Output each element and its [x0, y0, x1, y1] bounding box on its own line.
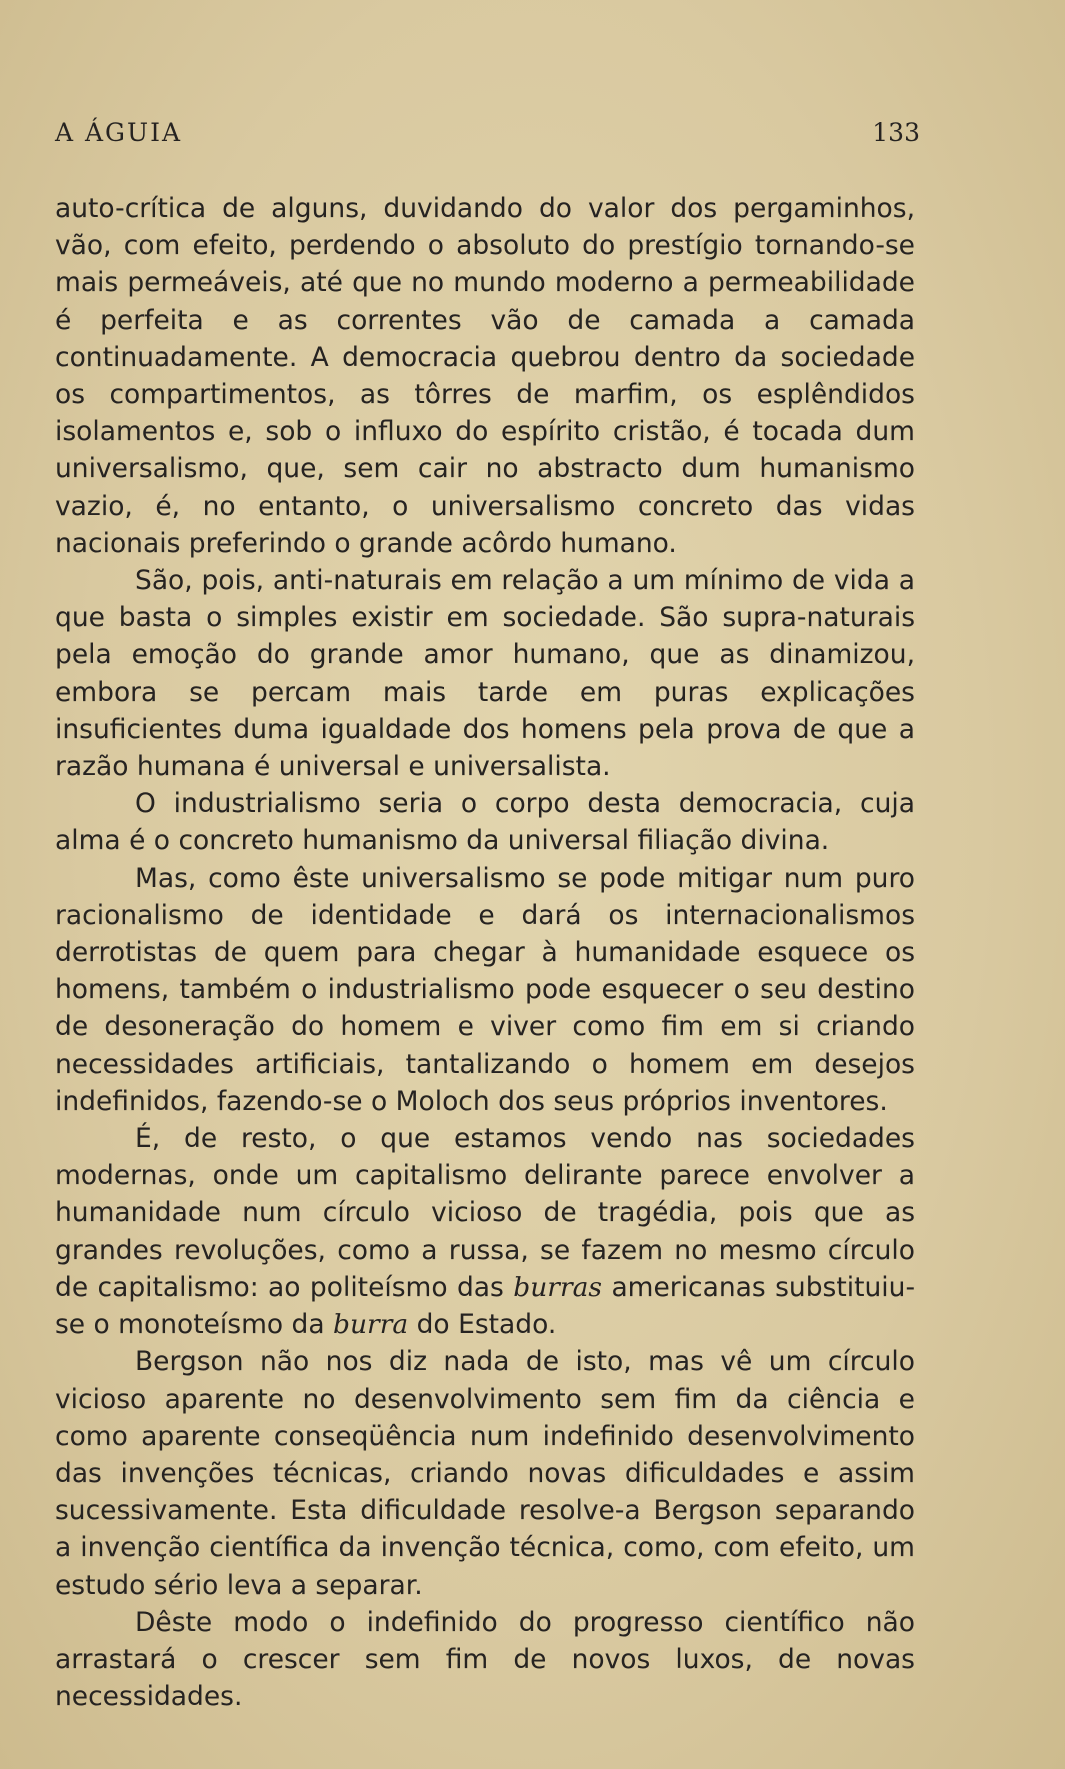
running-title: A ÁGUIA: [55, 118, 183, 147]
italic-word-burra: burra: [333, 1309, 409, 1341]
running-head: [55, 118, 920, 158]
page-number: 133: [872, 118, 920, 147]
paragraph-5-part-3: do Estado.: [408, 1309, 557, 1341]
paragraph-2: São, pois, anti-naturais em relação a um mínimo de vida a que basta o simples existir em sociedade. São supra-naturais pela emoção do grande amor humano, que as dinamizou, embora se percam mais tarde em puras explicações insuficientes duma igualdade dos homens pela prova de que a razão humana é universal e universalista.: [55, 565, 915, 783]
paragraph-3: O industrialismo seria o corpo desta democracia, cuja alma é o concreto humanismo da universal filiação divina.: [55, 788, 915, 857]
paragraph-5-part-1: É, de resto, o que estamos vendo nas sociedades modernas, onde um capitalismo delirante parece envolver a humanidade num círculo vicioso de tragédia, pois que as grandes revoluções, como a russa, se fazem no mesmo círculo de capitalismo: ao politeísmo das: [55, 1123, 915, 1303]
italic-word-burras: burras: [513, 1271, 603, 1303]
paragraph-5: [55, 1120, 915, 1343]
paragraph-5-part-2: americanas substituiu-se o monoteísmo da: [55, 1271, 916, 1341]
paragraph-6: Bergson não nos diz nada de isto, mas vê um círculo vicioso aparente no desenvolvimento sem fim da ciência e como aparente conseqüência num indefinido desenvolvimento das invenções técnicas, criando novas dificuldades e assim sucessivamente. Esta dificuldade resolve-a Bergson separando a invenção científica da invenção técnica, como, com efeito, um estudo sério leva a separar.: [55, 1346, 915, 1601]
paragraph-4: Mas, como êste universalismo se pode mitigar num puro racionalismo de identidade e dará os internacionalismos derrotistas de quem para chegar à humanidade esquece os homens, também o industrialismo pode esquecer o seu destino de desoneração do homem e viver como fim em si criando necessidades artificiais, tantalizando o homem em desejos indefinidos, fazendo-se o Moloch dos seus próprios inventores.: [55, 862, 915, 1117]
paragraph-1: auto-crítica de alguns, duvidando do valor dos pergaminhos, vão, com efeito, perdendo o absoluto do prestígio tornando-se mais permeáveis, até que no mundo moderno a permeabilidade é perfeita e as correntes vão de camada a camada continuadamente. A democracia quebrou dentro da sociedade os compartimentos, as tôrres de marfim, os esplêndidos isolamentos e, sob o influxo do espírito cristão, é tocada dum universalismo, que, sem cair no abstracto dum humanismo vazio, é, no entanto, o universalismo concreto das vidas nacionais preferindo o grande acôrdo humano.: [55, 193, 915, 559]
paragraph-7: Dêste modo o indefinido do progresso científico não arrastará o crescer sem fim de novos luxos, de novas necessidades.: [55, 1606, 915, 1713]
body-text: [55, 190, 915, 1715]
